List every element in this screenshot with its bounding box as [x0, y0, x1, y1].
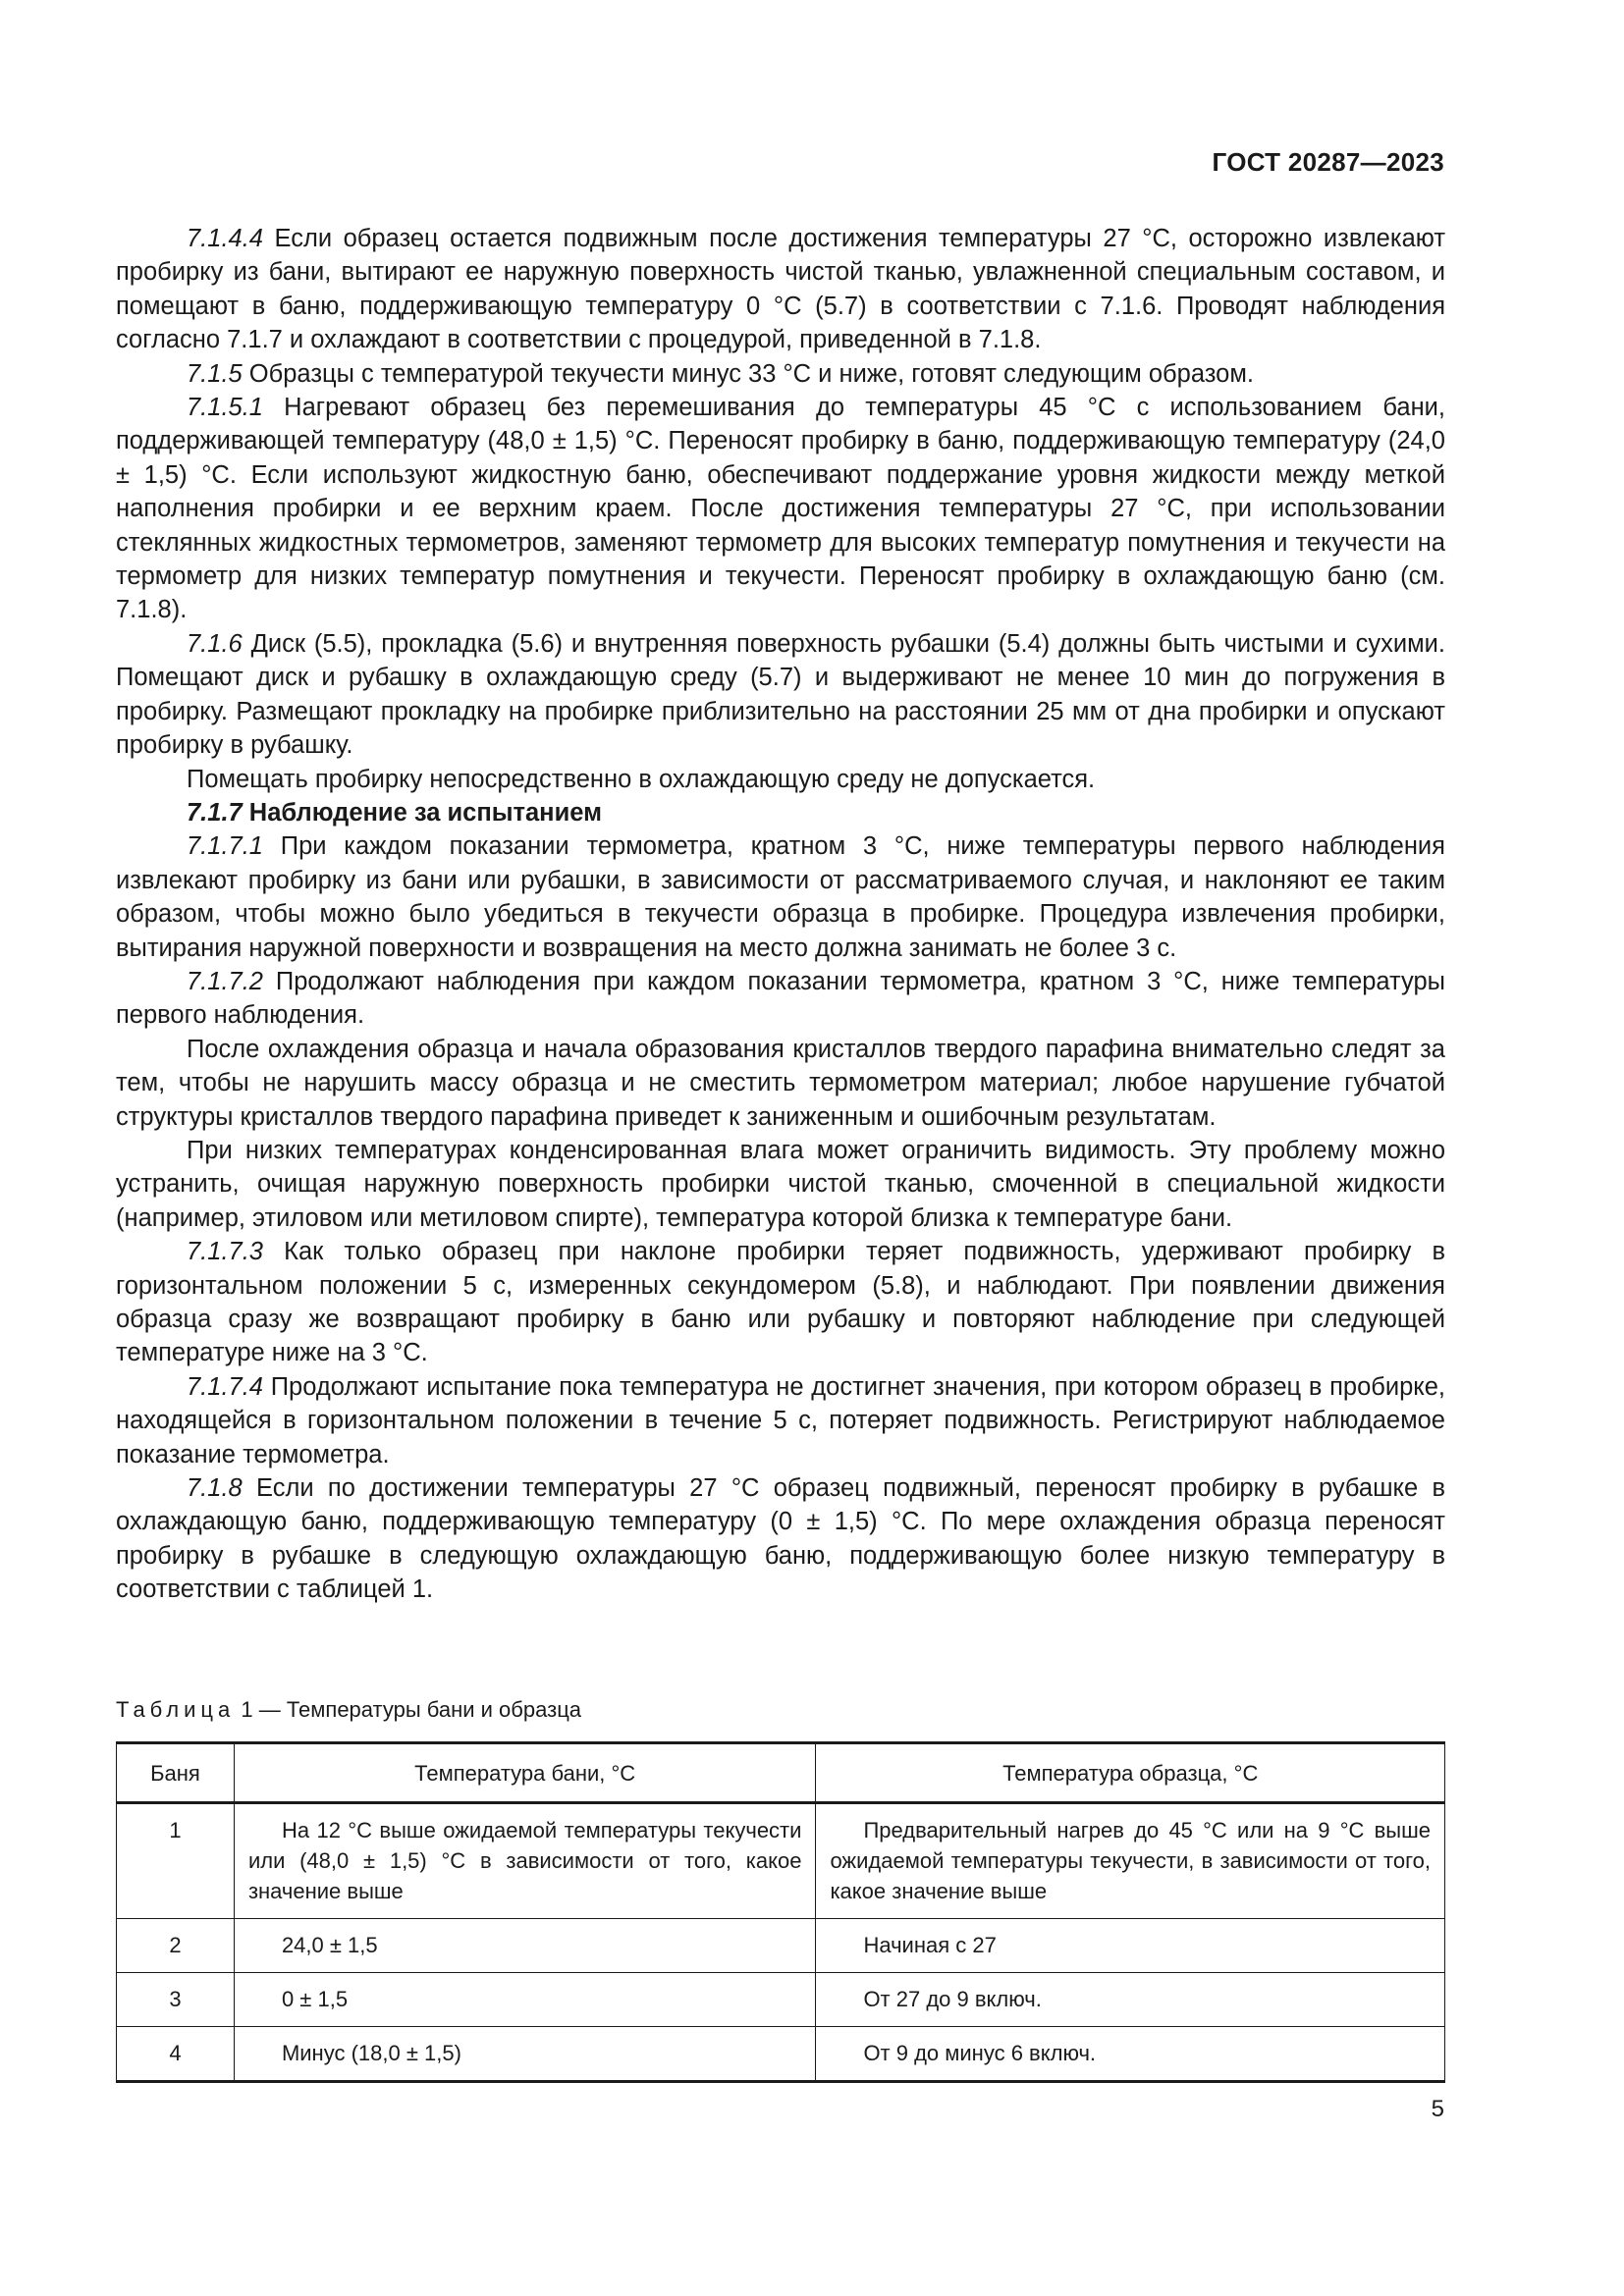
table-cell: Минус (18,0 ± 1,5) — [234, 2027, 816, 2082]
paragraph-text: Как только образец при наклоне пробирки теряет подвижность, удерживают пробирку в горизонтальном положении 5 с, измеренных секундомером (5.8), и наблюдают. При появлении движения образца сразу же возвращают пробирку в баню или рубашку и повторяют наблюдение при следующей температуре ниже на 3 °С. — [116, 1238, 1445, 1367]
table-caption-label: Таблица — [116, 1697, 236, 1722]
bath-temperature-table — [116, 1741, 1445, 2083]
table-cell: От 9 до минус 6 включ. — [816, 2027, 1445, 2082]
paragraph-text: Продолжают наблюдения при каждом показании термометра, кратном 3 °С, ниже температуры первого наблюдения. — [116, 967, 1445, 1030]
section-heading-7-1-7 — [116, 796, 1445, 829]
paragraph-text: Помещать пробирку непосредственно в охлаждающую среду не допускается. — [187, 765, 1096, 793]
table-header-cell: Температура образца, °С — [816, 1743, 1445, 1803]
paragraph-7-1-8 — [116, 1471, 1445, 1607]
paragraph-text: Если по достижении температуры 27 °С образец подвижный, переносят пробирку в рубашке в охлаждающую баню, поддерживающую температуру (0 ± 1,5) °С. По мере охлаждения образца переносят пробирку в рубашке в следующую охлаждающую баню, поддерживающую более низкую температуру в соответствии с таблицей 1. — [116, 1474, 1445, 1604]
table-row — [117, 1803, 1445, 1919]
table-caption — [116, 1697, 581, 1723]
document-header-id: ГОСТ 20287—2023 — [1212, 147, 1444, 177]
paragraph-7-1-7-4 — [116, 1370, 1445, 1471]
table-cell: 24,0 ± 1,5 — [234, 1919, 816, 1973]
clause-number: 7.1.7.2 — [187, 967, 263, 995]
table-row — [117, 1919, 1445, 1973]
clause-number: 7.1.7.4 — [187, 1372, 263, 1401]
document-body — [116, 222, 1445, 1607]
table-cell: 2 — [117, 1919, 235, 1973]
table-caption-text: 1 — Температуры бани и образца — [235, 1697, 582, 1722]
clause-number: 7.1.6 — [187, 629, 243, 658]
table-cell: 3 — [117, 1973, 235, 2027]
clause-number: 7.1.7.1 — [187, 832, 263, 861]
table-header-cell: Баня — [117, 1743, 235, 1803]
paragraph-text: После охлаждения образца и начала образования кристаллов твердого парафина внимательно следят за тем, чтобы не нарушить массу образца и не сместить термометром материал; любое нарушение губчатой структуры кристаллов твердого парафина приведет к заниженным и ошибочным результатам. — [116, 1035, 1445, 1131]
paragraph-7-1-5 — [116, 357, 1445, 391]
paragraph-7-1-4-4 — [116, 222, 1445, 357]
heading-text: Наблюдение за испытанием — [242, 798, 602, 827]
paragraph-note-cooling — [116, 763, 1445, 796]
table-cell: Предварительный нагрев до 45 °С или на 9 °С выше ожидаемой температуры текучести, в зависимости от того, какое значение выше — [816, 1803, 1445, 1919]
paragraph-7-1-7-1 — [116, 829, 1445, 965]
paragraph-moisture-note — [116, 1134, 1445, 1235]
paragraph-text: При каждом показании термометра, кратном 3 °С, ниже температуры первого наблюдения извлекают пробирку из бани или рубашки, в зависимости от рассматриваемого случая, и наклоняют ее таким образом, чтобы можно было убедиться в текучести образца в пробирке. Процедура извлечения пробирки, вытирания наружной поверхности и возвращения на место должна занимать не более 3 с. — [116, 832, 1445, 962]
table-row — [117, 2027, 1445, 2082]
clause-number: 7.1.8 — [187, 1474, 243, 1503]
table-header-cell: Температура бани, °С — [234, 1743, 816, 1803]
paragraph-7-1-6 — [116, 627, 1445, 763]
clause-number: 7.1.7 — [187, 798, 243, 827]
table-cell: От 27 до 9 включ. — [816, 1973, 1445, 2027]
table-cell: 1 — [117, 1803, 235, 1919]
table-cell: 0 ± 1,5 — [234, 1973, 816, 2027]
table-header-row — [117, 1743, 1445, 1803]
paragraph-text: Продолжают испытание пока температура не достигнет значения, при котором образец в пробирке, находящейся в горизонтальном положении в течение 5 с, потеряет подвижность. Регистрируют наблюдаемое показание термометра. — [116, 1372, 1445, 1468]
clause-number: 7.1.5 — [187, 359, 243, 388]
paragraph-text: Образцы с температурой текучести минус 33 °С и ниже, готовят следующим образом. — [242, 359, 1254, 388]
table-cell: На 12 °С выше ожидаемой температуры текучести или (48,0 ± 1,5) °С в зависимости от того, какое значение выше — [234, 1803, 816, 1919]
table-row — [117, 1973, 1445, 2027]
paragraph-7-1-5-1 — [116, 391, 1445, 627]
paragraph-text: Если образец остается подвижным после достижения температуры 27 °С, осторожно извлекают пробирку из бани, вытирают ее наружную поверхность чистой тканью, увлажненной специальным составом, и помещают в баню, поддерживающую температуру 0 °С (5.7) в соответствии с 7.1.6. Проводят наблюдения согласно 7.1.7 и охлаждают в соответствии с процедурой, приведенной в 7.1.8. — [116, 225, 1445, 354]
table-cell: 4 — [117, 2027, 235, 2082]
table-cell: Начиная с 27 — [816, 1919, 1445, 1973]
paragraph-text: При низких температурах конденсированная влага может ограничить видимость. Эту проблему можно устранить, очищая наружную поверхность пробирки чистой тканью, смоченной в специальной жидкости (например, этиловом или метиловом спирте), температура которой близка к температуре бани. — [116, 1136, 1445, 1232]
paragraph-paraffin-note — [116, 1033, 1445, 1134]
paragraph-7-1-7-3 — [116, 1235, 1445, 1370]
paragraph-text: Нагревают образец без перемешивания до температуры 45 °С с использованием бани, поддерживающей температуру (48,0 ± 1,5) °С. Переносят пробирку в баню, поддерживающую температуру (24,0 ± 1,5) °С. Если используют жидкостную баню, обеспечивают поддержание уровня жидкости между меткой наполнения пробирки и ее верхним краем. После достижения температуры 27 °С, при использовании стеклянных жидкостных термометров, заменяют термометр для высоких температур помутнения и текучести на термометр для низких температур помутнения и текучести. Переносят пробирку в охлаждающую баню (см. 7.1.8). — [116, 394, 1445, 624]
page-number: 5 — [1431, 2096, 1444, 2122]
clause-number: 7.1.7.3 — [187, 1238, 263, 1266]
paragraph-text: Диск (5.5), прокладка (5.6) и внутренняя поверхность рубашки (5.4) должны быть чистыми и сухими. Помещают диск и рубашку в охлаждающую среду (5.7) и выдерживают не менее 10 мин до погружения в пробирку. Размещают прокладку на пробирке приблизительно на расстоянии 25 мм от дна пробирки и опускают пробирку в рубашку. — [116, 629, 1445, 760]
clause-number: 7.1.4.4 — [187, 225, 263, 252]
clause-number: 7.1.5.1 — [187, 394, 263, 422]
paragraph-7-1-7-2 — [116, 965, 1445, 1033]
